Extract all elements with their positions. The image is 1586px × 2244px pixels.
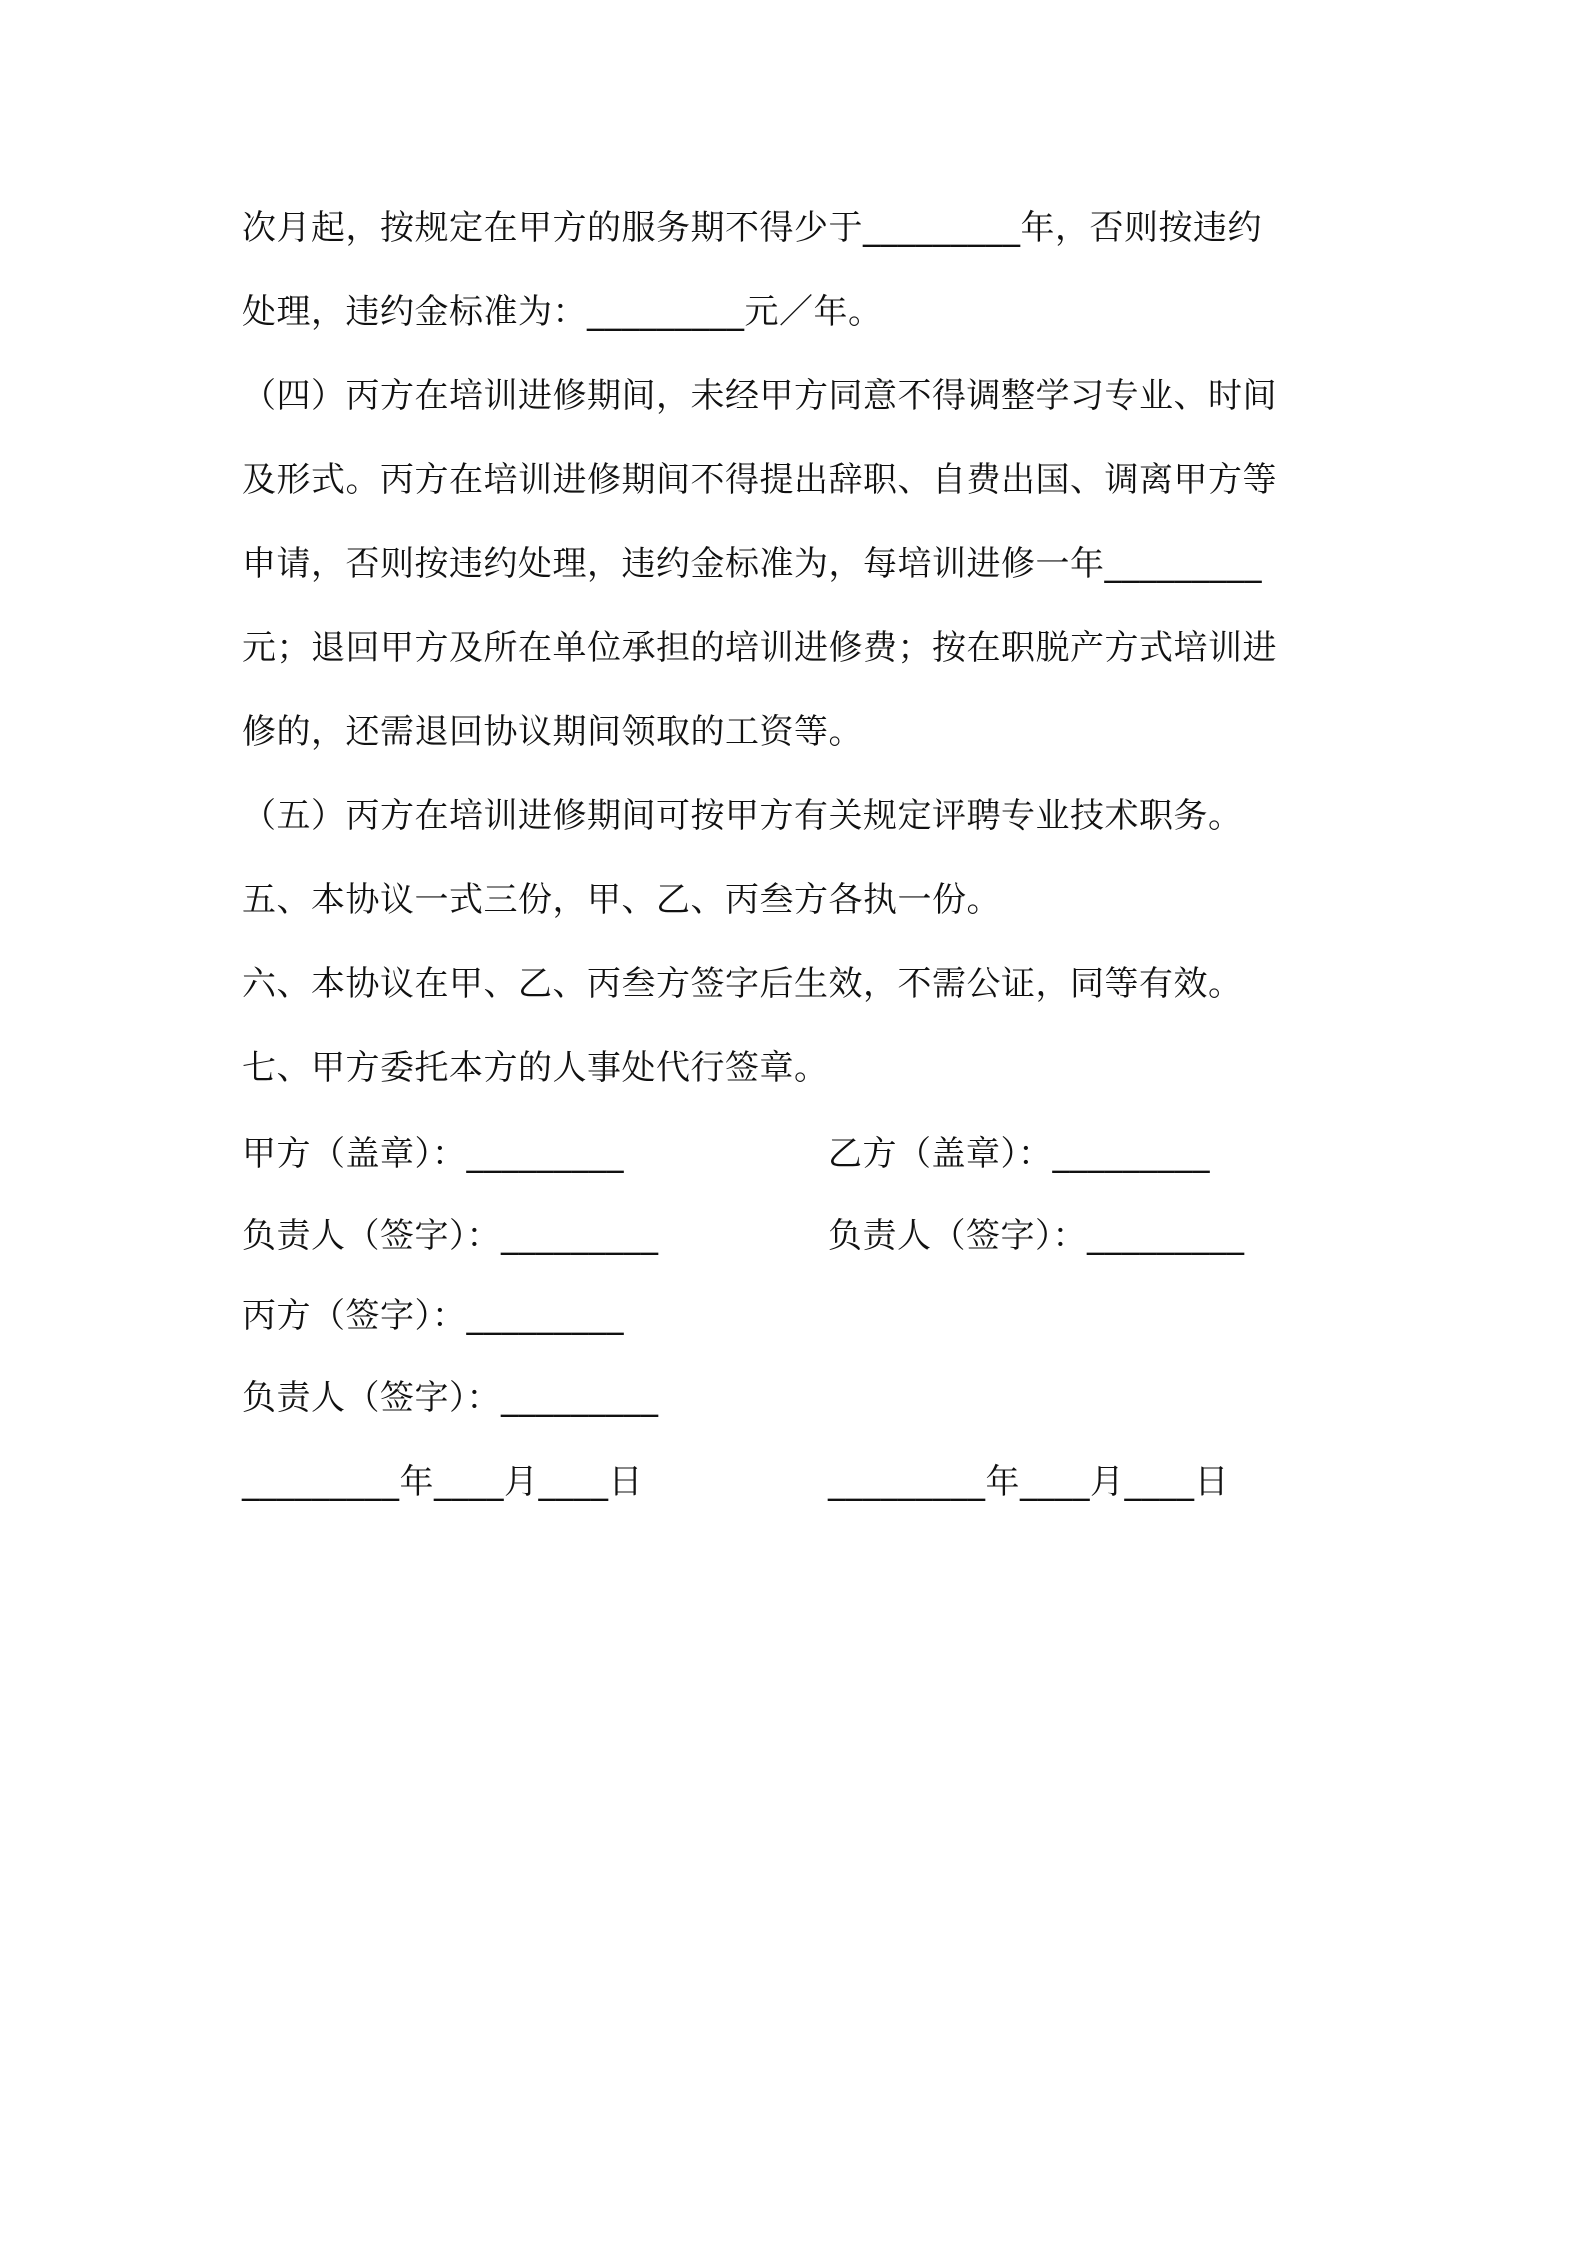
paragraph-line-7: 修的，还需退回协议期间领取的工资等。 (242, 712, 863, 752)
party-c-sign-field: 丙方（签字）：_________ (242, 1296, 624, 1336)
paragraph-line-1: 次月起，按规定在甲方的服务期不得少于_________年，否则按违约 (242, 208, 1262, 248)
paragraph-line-5: 申请，否则按违约处理，违约金标准为，每培训进修一年_________ (242, 544, 1262, 584)
paragraph-line-6: 元；退回甲方及所在单位承担的培训进修费；按在职脱产方式培训进 (242, 628, 1277, 668)
paragraph-line-2: 处理，违约金标准为：_________元／年。 (242, 292, 883, 332)
party-b-responsible-field: 负责人（签字）：_________ (828, 1216, 1245, 1256)
paragraph-line-10: 六、本协议在甲、乙、丙叁方签字后生效，不需公证，同等有效。 (242, 964, 1243, 1004)
paragraph-line-4: 及形式。丙方在培训进修期间不得提出辞职、自费出国、调离甲方等 (242, 460, 1277, 500)
date-field-right: _________年____月____日 (828, 1462, 1229, 1502)
paragraph-line-3: （四）丙方在培训进修期间，未经甲方同意不得调整学习专业、时间 (242, 376, 1277, 416)
date-field-left: _________年____月____日 (242, 1462, 643, 1502)
party-b-seal-field: 乙方（盖章）：_________ (828, 1134, 1210, 1174)
paragraph-line-11: 七、甲方委托本方的人事处代行签章。 (242, 1048, 829, 1088)
party-c-responsible-field: 负责人（签字）：_________ (242, 1378, 659, 1418)
paragraph-line-8: （五）丙方在培训进修期间可按甲方有关规定评聘专业技术职务。 (242, 796, 1243, 836)
party-a-responsible-field: 负责人（签字）：_________ (242, 1216, 659, 1256)
paragraph-line-9: 五、本协议一式三份，甲、乙、丙叁方各执一份。 (242, 880, 1001, 920)
party-a-seal-field: 甲方（盖章）：_________ (242, 1134, 624, 1174)
